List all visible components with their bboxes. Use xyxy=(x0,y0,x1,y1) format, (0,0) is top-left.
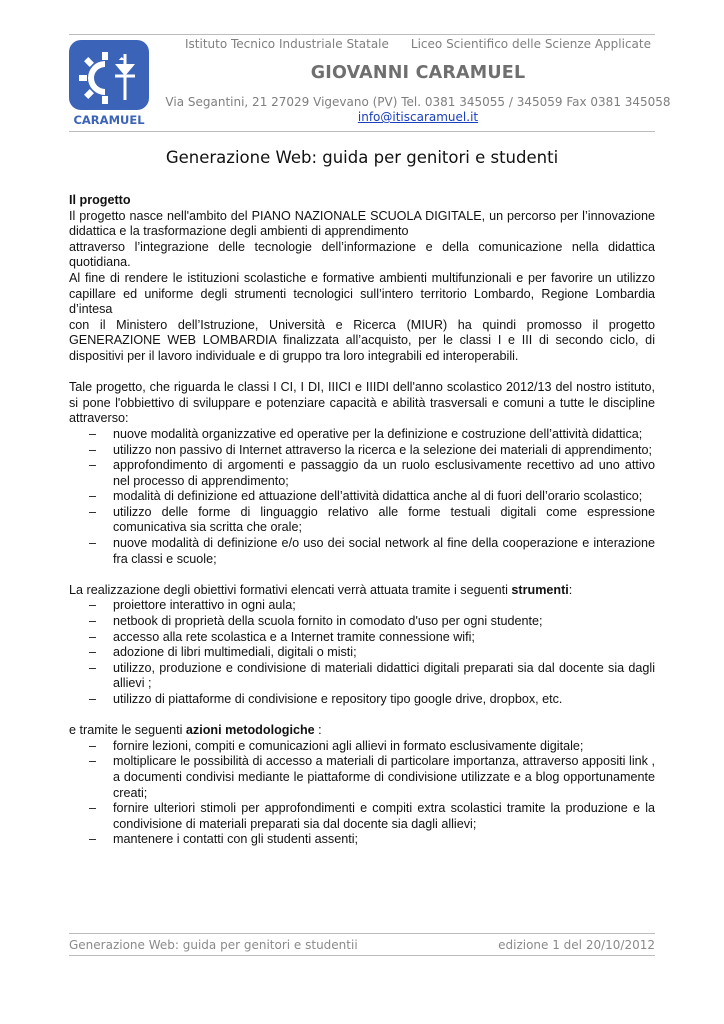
section-heading: Il progetto xyxy=(69,193,131,207)
list-item: – nuove modalità di definizione e/o uso dei social network al fine della cooperazione e interazione fra classi e scuole; xyxy=(89,536,655,566)
list-item: – netbook di proprietà della scuola fornito in comodato d'uso per ogni studente; xyxy=(89,614,543,629)
objectives-list xyxy=(69,427,655,567)
list-item: – moltiplicare le possibilità di accesso a materiali di particolare importanza, attraverso appositi link , a documenti condivisi mediante le piattaforme di condivisione utilizzate e a blog opportunamente creati; xyxy=(89,754,655,800)
paragraph: e tramite le seguenti azioni metodologiche : xyxy=(69,723,322,738)
header-top-rule xyxy=(69,34,655,35)
list-item: – utilizzo di piattaforme di condivisione e repository tipo google drive, dropbox, etc. xyxy=(89,692,563,706)
list-item: – fornire lezioni, compiti e comunicazioni agli allievi in formato esclusivamente digitale; xyxy=(89,738,584,753)
list-item: – approfondimento di argomenti e passaggio da un ruolo esclusivamente recettivo ad uno attivo nel processo di apprendimento; xyxy=(89,458,655,488)
list-item: – fornire ulteriori stimoli per approfondimenti e compiti extra scolastici tramite la produzione e la condivisione di materiali preparati sia dal docente sia dagli allievi; xyxy=(89,801,655,831)
school-email-link[interactable]: info@itiscaramuel.it xyxy=(357,110,479,124)
methods-list xyxy=(69,739,655,848)
list-item: – utilizzo delle forme di linguaggio relativo alle forme testuali digitali come espressione comunicativa sia scritta che orale; xyxy=(89,504,655,535)
list-item: – nuove modalità organizzative ed operative per la definizione e costruzione dell’attività didattica; xyxy=(89,426,643,441)
caramuel-logo-icon xyxy=(69,40,149,128)
document-body xyxy=(69,193,655,848)
paragraph: Il progetto nasce nell'ambito del PIANO NAZIONALE SCUOLA DIGITALE, un percorso per l’innovazione didattica e la trasformazione degli ambienti di apprendimento xyxy=(69,208,655,239)
header-institutes xyxy=(150,37,686,51)
school-address: Via Segantini, 21 27029 Vigevano (PV) Tel. 0381 345055 / 345059 Fax 0381 345058 xyxy=(165,95,671,109)
logo-wordmark: CARAMUEL xyxy=(73,113,145,127)
footer-title: Generazione Web: guida per genitori e studentii xyxy=(69,938,358,952)
school-logo xyxy=(69,40,149,128)
footer-rule xyxy=(69,933,655,934)
paragraph: Tale progetto, che riguarda le classi I CI, I DI, IIICI e IIIDI dell'anno scolastico 2012/13 del nostro istituto, si pone l'obbiettivo di sviluppare e potenziare capacità e abilità trasversali e comuni a tutte le discipline attraverso: xyxy=(69,380,655,426)
tools-list xyxy=(69,598,655,707)
list-item: – utilizzo non passivo di Internet attraverso la ricerca e la selezione dei materiali di apprendimento; xyxy=(89,442,653,457)
paragraph: La realizzazione degli obiettivi formativi elencati verrà attuata tramite i seguenti strumenti: xyxy=(69,582,573,597)
list-item: – adozione di libri multimediali, digitali o misti; xyxy=(89,645,357,660)
list-item: – proiettore interattivo in ogni aula; xyxy=(89,598,296,613)
footer-edition: edizione 1 del 20/10/2012 xyxy=(498,938,655,952)
list-item: – accesso alla rete scolastica e a Internet tramite connessione wifi; xyxy=(89,629,475,644)
list-item: – utilizzo, produzione e condivisione di materiali didattici digitali preparati sia dal docente sia dagli allievi ; xyxy=(89,660,655,691)
document-title: Generazione Web: guida per genitori e studenti xyxy=(165,148,559,167)
paragraph: con il Ministero dell’Istruzione, Università e Ricerca (MIUR) ha quindi promosso il progetto GENERAZIONE WEB LOMBARDIA finalizzata all’acquisto, per le classi I e III di secondo ciclo, di dispositivi per il lavoro individuale e di gruppo tra loro integrabili ed interoperabili. xyxy=(69,317,655,363)
header-bottom-rule xyxy=(69,131,655,132)
header-institute: Istituto Tecnico Industriale Statale xyxy=(185,37,389,51)
paragraph: Al fine di rendere le istituzioni scolastiche e formative ambienti multifunzionali e per favorire un utilizzo capillare ed uniforme degli strumenti tecnologici sull’intero territorio Lombardo, Regione Lombardia d’intesa xyxy=(69,270,655,317)
footer-bottom-rule xyxy=(69,955,655,956)
header-liceo: Liceo Scientifico delle Scienze Applicate xyxy=(410,37,651,51)
school-name: GIOVANNI CARAMUEL xyxy=(310,63,526,83)
list-item: – mantenere i contatti con gli studenti assenti; xyxy=(89,832,359,847)
list-item: – modalità di definizione ed attuazione dell’attività didattica anche al di fuori dell’orario scolastico; xyxy=(89,489,643,504)
paragraph: attraverso l’integrazione delle tecnologie dell’informazione e della comunicazione nella didattica quotidiana. xyxy=(69,239,655,270)
